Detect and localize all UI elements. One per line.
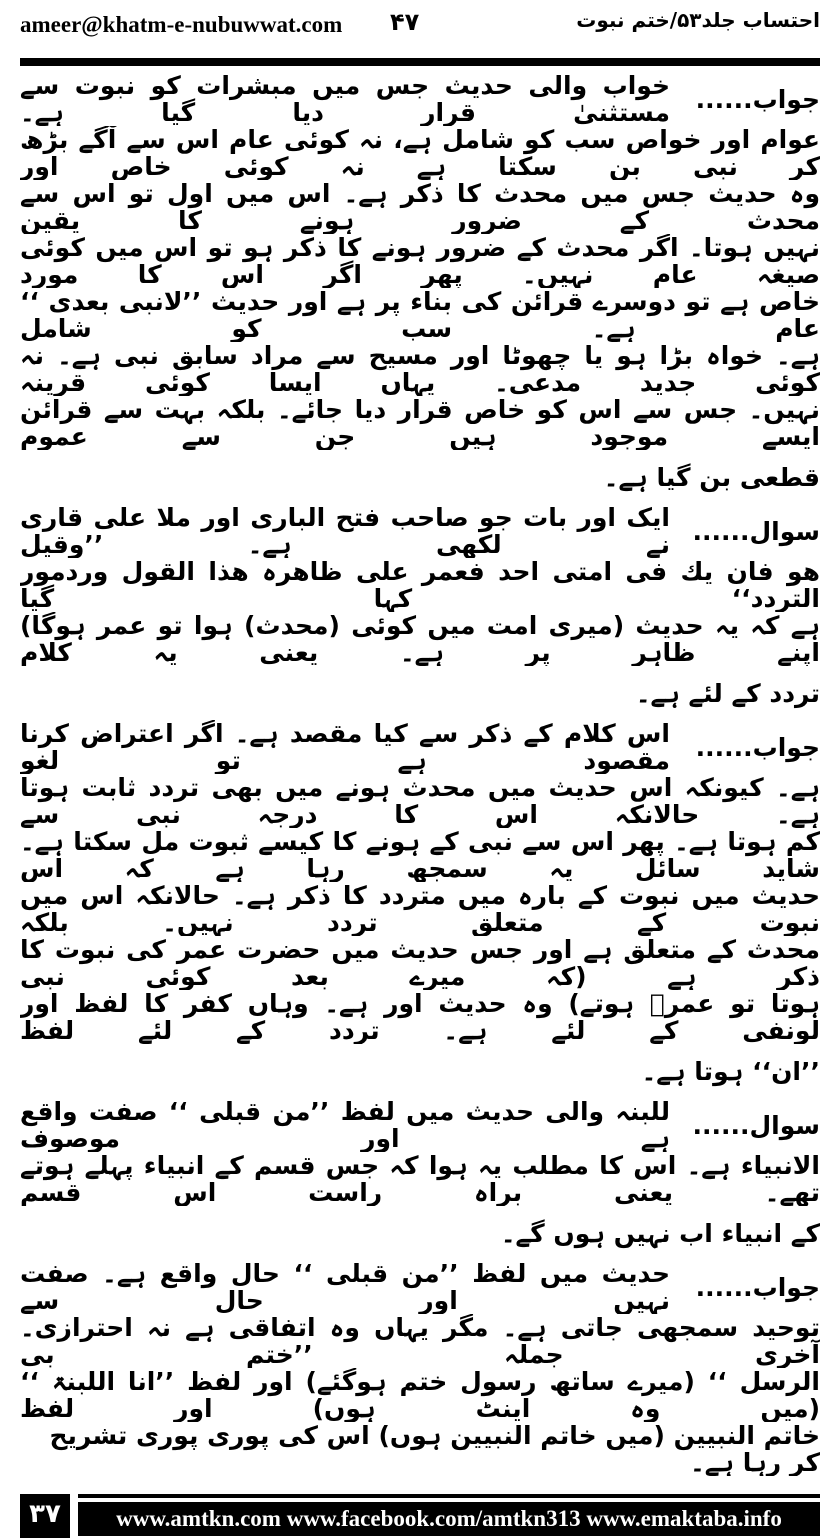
text-line (20, 1152, 820, 1206)
qa-label: جواب...... (695, 84, 820, 114)
text-line (20, 126, 820, 180)
header-page-number: ۴۷ (390, 8, 420, 36)
line-text: ہے کہ یہ حدیث (میری امت میں کوئی (محدث) ہوا تو عمر ہوگا) اپنے ظاہر پر ہے۔ یعنی یہ کلام (20, 612, 820, 666)
text-line (20, 990, 820, 1044)
text-line (20, 342, 820, 396)
text-line (20, 774, 820, 828)
line-text: نہیں ہوتا۔ اگر محدث کے ضرور ہونے کا ذکر ہو تو اس میں کوئی صیغہ عام نہیں۔ پھر اگر اس کا مورد (20, 234, 820, 288)
text-line (20, 450, 820, 504)
footer-links: www.amtkn.com www.facebook.com/amtkn313 www.emaktaba.info (78, 1502, 820, 1536)
line-text: قطعی بن گیا ہے۔ (603, 462, 820, 492)
line-text: حدیث میں نبوت کے بارہ میں متردد کا ذکر ہے۔ حالانکہ اس میں نبوت کے متعلق تردد نہیں۔ بلکہ (20, 882, 820, 936)
line-text: ہوتا تو عمرؓ ہوتے) وہ حدیث اور ہے۔ وہاں کفر کا لفظ اور لونفی کے لئے ہے۔ تردد کے لئے لفظ (20, 990, 820, 1044)
line-text: ہے۔ کیونکہ اس حدیث میں محدث ہونے میں بھی تردد ثابت ہوتا ہے۔ حالانکہ اس کا درجہ نبی سے (20, 774, 820, 828)
page-footer (20, 1494, 820, 1538)
line-text: الانبیاء ہے۔ اس کا مطلب یہ ہوا کہ جس قسم کے انبیاء پہلے ہوتے تھے۔ یعنی براہ راست اس قسم (20, 1152, 820, 1206)
line-text: للبنہ والی حدیث میں لفظ ’’من قبلی ‘‘ صفت واقع ہے اور موصوف (20, 1098, 670, 1152)
page-header (20, 8, 820, 48)
footer-page-number: ۳۷ (20, 1494, 70, 1538)
text-line (20, 1422, 820, 1476)
header-title: احتساب جلد۵۳/ختم نبوت (576, 8, 820, 32)
text-line (20, 288, 820, 342)
line-text: اس کلام کے ذکر سے کیا مقصد ہے۔ اگر اعتراض کرنا مقصود ہے تو لغو (20, 720, 670, 774)
text-line (20, 1206, 820, 1260)
text-line (20, 396, 820, 450)
line-text: کے انبیاء اب نہیں ہوں گے۔ (500, 1218, 820, 1248)
text-line (20, 234, 820, 288)
qa-label: سوال...... (692, 1110, 820, 1140)
line-text: خواب والی حدیث جس میں مبشرات کو نبوت سے مستثنیٰ قرار دیا گیا ہے۔ (20, 72, 670, 126)
line-text: ھو فان یك فی امتی احد فعمر علی ظاھرہ ھذا القول وردمور التردد‘‘ کہا گیا (20, 558, 820, 612)
text-line (20, 720, 820, 774)
qa-label: سوال...... (692, 516, 820, 546)
line-text: عوام اور خواص سب کو شامل ہے، نہ کوئی عام اس سے آگے بڑھ کر نبی بن سکتا ہے نہ کوئی خاص اور (20, 126, 820, 180)
line-text: توحید سمجھی جاتی ہے۔ مگر یہاں وہ اتفاقی ہے نہ احترازی۔ آخری جملہ ’’ختم بی (20, 1314, 820, 1368)
text-line (20, 882, 820, 936)
line-text: خاص ہے تو دوسرے قرائن کی بناء پر ہے اور حدیث ’’لانبی بعدی ‘‘ عام ہے۔ سب کو شامل (20, 288, 820, 342)
text-line (20, 1368, 820, 1422)
text-line (20, 666, 820, 720)
line-text: حدیث میں لفظ ’’من قبلی ‘‘ حال واقع ہے۔ صفت نہیں اور حال سے (20, 1260, 670, 1314)
text-line (20, 1260, 820, 1314)
line-text: محدث کے متعلق ہے اور جس حدیث میں حضرت عمر کی نبوت کا ذکر ہے (کہ میرے بعد کوئی نبی (20, 936, 820, 990)
line-text: ’’ان‘‘ ہوتا ہے۔ (641, 1056, 820, 1086)
line-text: ہے۔ خواہ بڑا ہو یا چھوٹا اور مسیح سے مراد سابق نبی ہے۔ نہ کوئی جدید مدعی۔ یہاں ایسا کوئی قرینہ (20, 342, 820, 396)
text-line (20, 612, 820, 666)
line-text: تردد کے لئے ہے۔ (635, 678, 820, 708)
header-email: ameer@khatm-e-nubuwwat.com (20, 12, 343, 37)
text-line (20, 504, 820, 558)
qa-label: جواب...... (695, 1272, 820, 1302)
text-line (20, 1314, 820, 1368)
line-text: خاتم النبیین (میں خاتم النبیین ہوں) اس کی پوری پوری تشریح کر رہا ہے۔ (49, 1422, 820, 1476)
footer-rule (78, 1494, 820, 1498)
text-line (20, 828, 820, 882)
header-rule (20, 58, 820, 66)
text-line (20, 1098, 820, 1152)
text-line (20, 936, 820, 990)
line-text: نہیں۔ جس سے اس کو خاص قرار دیا جائے۔ بلکہ بہت سے قرائن ایسے موجود ہیں جن سے عموم (20, 396, 820, 450)
text-line (20, 72, 820, 126)
text-line (20, 558, 820, 612)
line-text: وہ حدیث جس میں محدث کا ذکر ہے۔ اس میں اول تو اس سے محدث کے ضرور ہونے کا یقین (20, 180, 820, 234)
line-text: کم ہوتا ہے۔ پھر اس سے نبی کے ہونے کا کیسے ثبوت مل سکتا ہے۔ شاید سائل یہ سمجھ رہا ہے کہ اس (20, 828, 820, 882)
line-text: الرسل ‘‘ (میرے ساتھ رسول ختم ہوگئے) اور لفظ ’’انا اللبنۃ ‘‘ (میں وہ اینٹ ہوں) اور لفظ (20, 1368, 820, 1422)
line-text: ایک اور بات جو صاحب فتح الباری اور ملا علی قاری نے لکھی ہے۔ ’’وقیل (20, 504, 670, 558)
text-line (20, 180, 820, 234)
page-body (20, 72, 820, 1476)
text-line (20, 1044, 820, 1098)
qa-label: جواب...... (695, 732, 820, 762)
